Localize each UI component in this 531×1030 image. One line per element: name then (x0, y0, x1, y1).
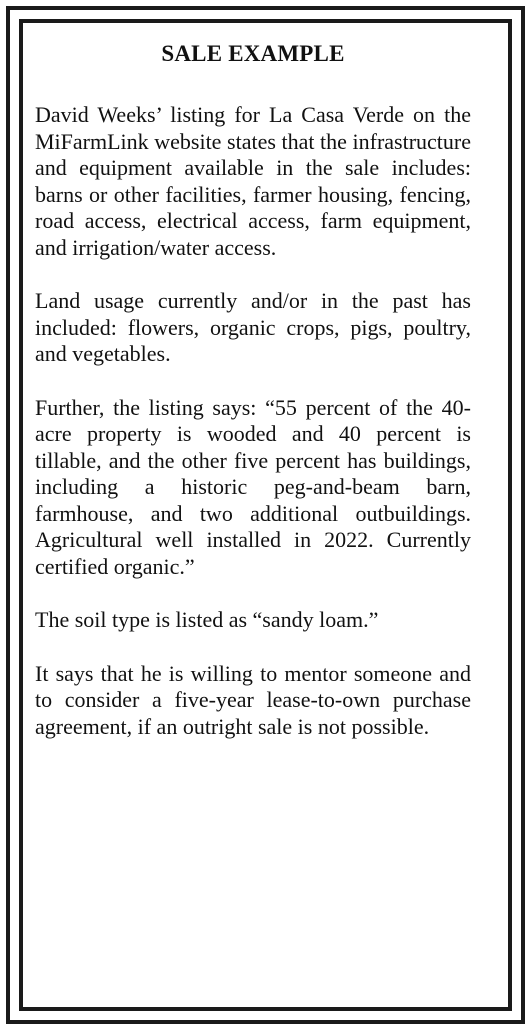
soil-type-paragraph: The soil type is listed as “sandy loam.” (35, 607, 379, 632)
mentorship-paragraph: It says that he is willing to mentor someone and to consider a five-year lease-to-own purchase agreement, if an outright sale is not possible. (35, 660, 471, 739)
listing-quote-paragraph: Further, the listing says: “55 percent of the 40-acre property is wooded and 40 percent is tillable, and the other five percent has buildings, including a historic peg-and-beam barn, farmhouse, and two additional outbuildings. Agricultural well installed in 2022. Currently certified organic.” (35, 394, 471, 579)
land-usage-paragraph: Land usage currently and/or in the past has included: flowers, organic crops, pigs, poultry, and vegetables. (35, 288, 471, 366)
listing-description-paragraph: David Weeks’ listing for La Casa Verde on the MiFarmLink website states that the infrastructure and equipment available in the sale includes: barns or other facilities, farmer housing, fencing, road access, electrical access, farm equipment, and irrigation/water access. (35, 102, 471, 260)
sidebar-content (35, 40, 471, 767)
sidebar-title: SALE EXAMPLE (161, 41, 345, 66)
